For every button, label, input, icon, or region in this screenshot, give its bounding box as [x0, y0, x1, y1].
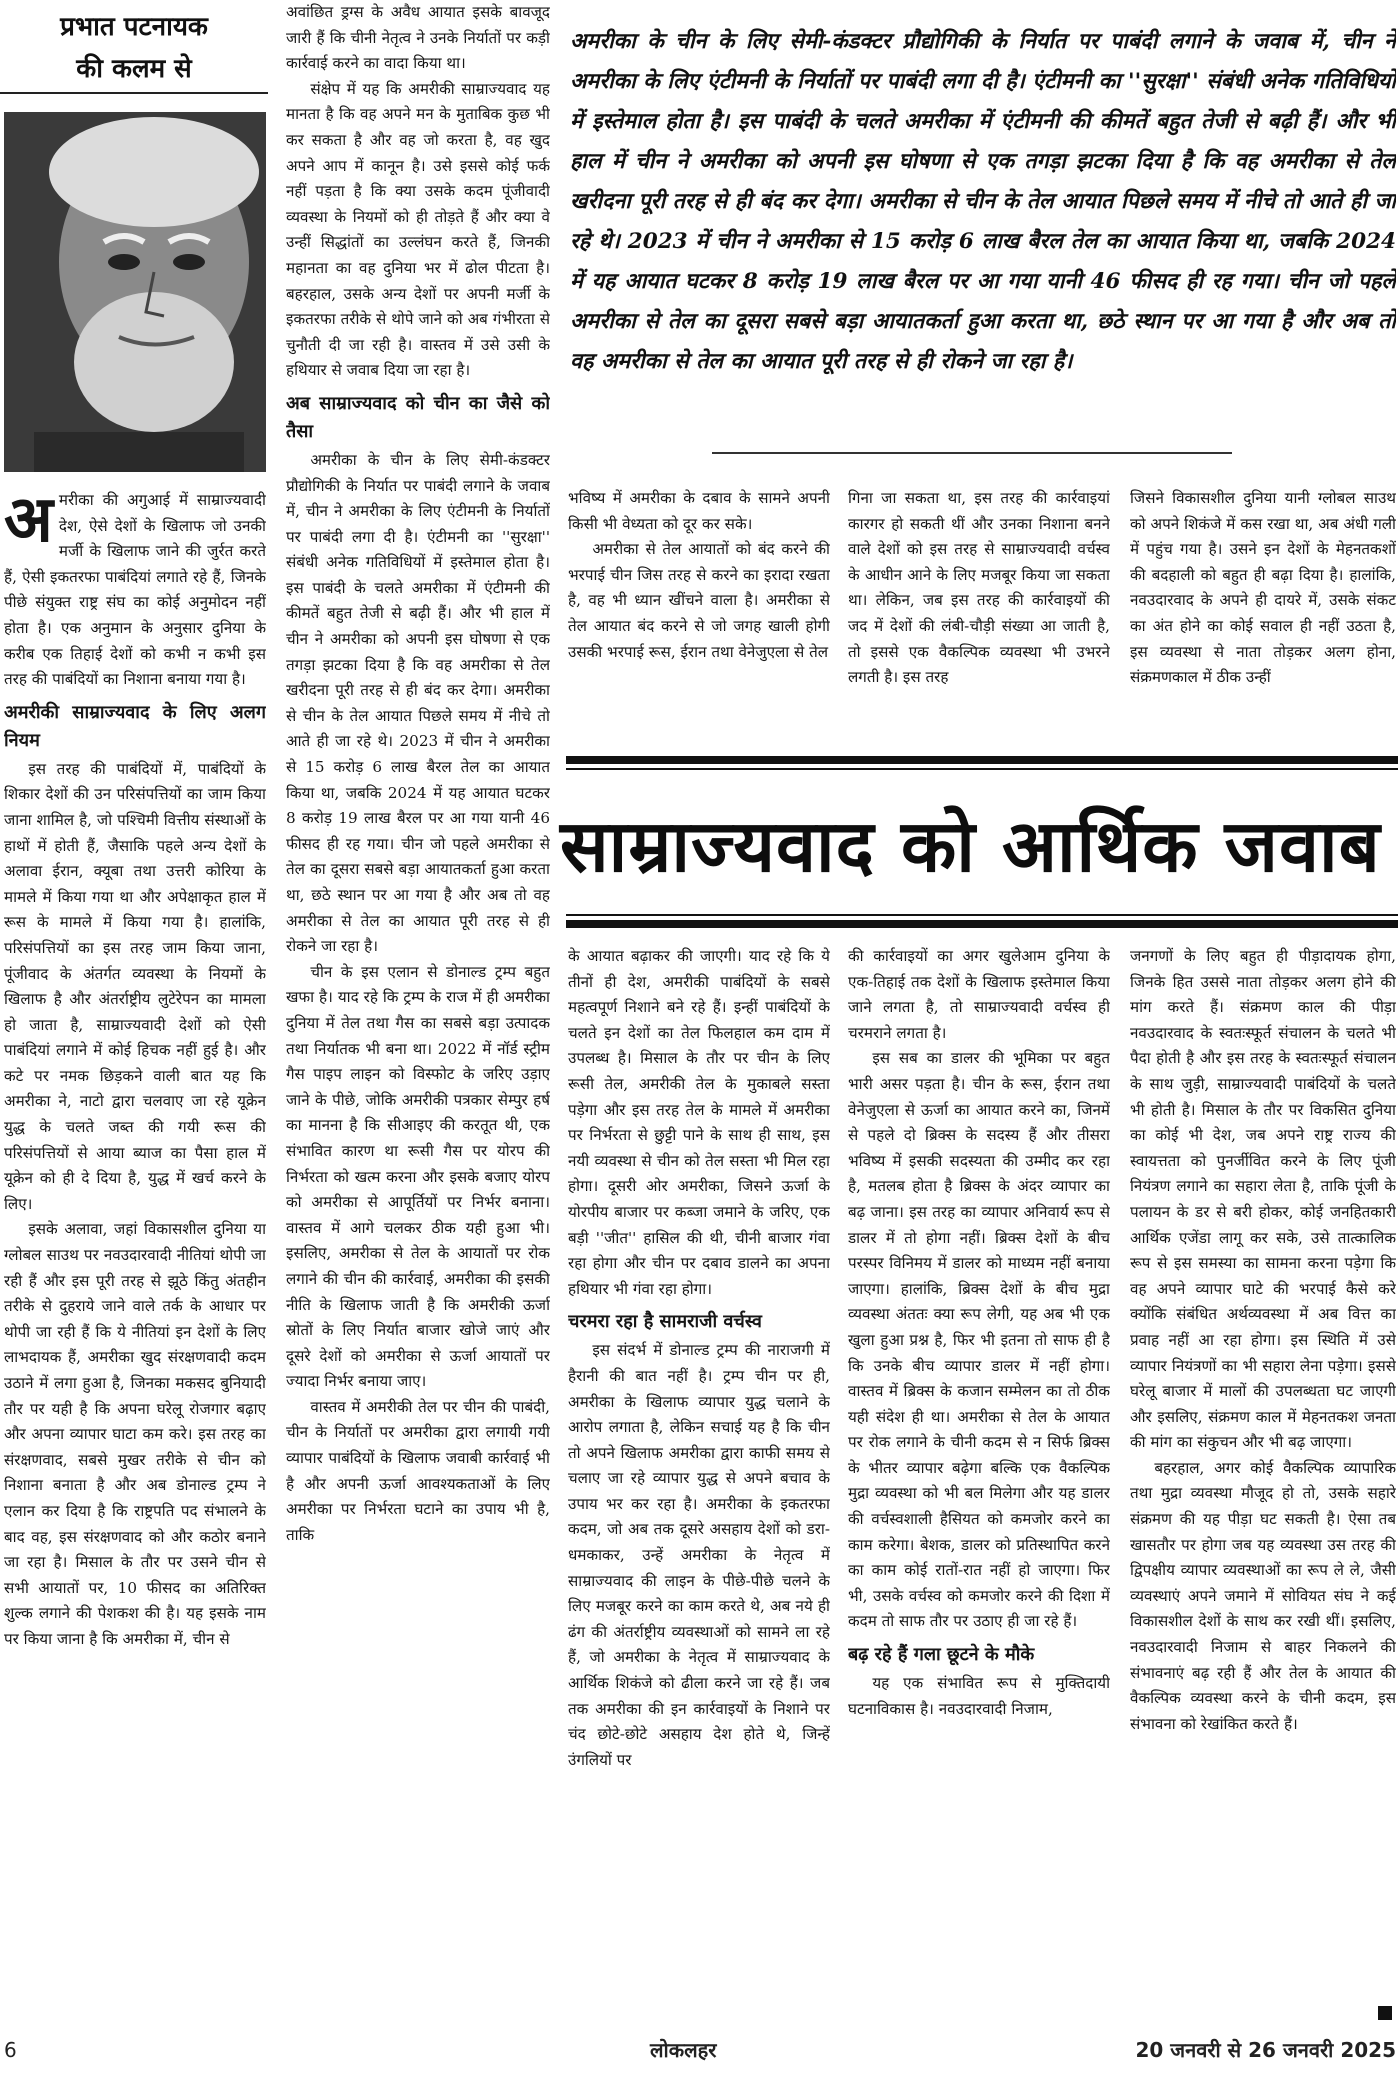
- lower-col1-paragraph-2: इस संदर्भ में डोनाल्ड ट्रम्प की नाराजगी में हैरानी की बात नहीं है। ट्रम्प चीन पर ही, अमरीका के खिलाफ व्यापार युद्ध चलाने के आरोप लगाता है, लेकिन सचाई यह है कि चीन तो अपने खिलाफ अमरीका द्वारा काफी समय से चलाए जा रहे व्यापार युद्ध से अपने बचाव के उपाय भर कर रहा है। अमरीका के इकतरफा कदम, जो अब तक दूसरे असहाय देशों को डरा-धमकाकर, उन्हें अमरीका के नेतृत्व में साम्राज्यवाद की लाइन के पीछे-पीछे चलने के लिए मजबूर करने का काम करते थे, अब नये ही ढंग की अंतर्राष्ट्रीय व्यवस्थाओं को सामने ला रहे हैं, जो अमरीका के नेतृत्व में साम्राज्यवाद के आर्थिक शिकंजे को ढीला करने जा रहे हैं। जब तक अमरीका की इन कार्रवाइयों के निशाने पर चंद छोटे-छोटे असहाय देश होते थे, जिन्हें उंगलियों पर: [568, 1341, 830, 1769]
- headline-rule-top-thin: [566, 768, 1398, 770]
- lower-column-2: [848, 944, 1110, 2028]
- issue-date: 20 जनवरी से 26 जनवरी 2025: [1135, 2038, 1396, 2062]
- headline: साम्राज्यवाद को आर्थिक जवाब: [560, 804, 1381, 888]
- pullquote-rule: [712, 452, 1232, 454]
- byline-rule: [0, 92, 268, 94]
- col2-paragraph-3: अमरीका के चीन के लिए सेमी-कंडक्टर प्रौद्योगिकी के निर्यात पर पाबंदी लगाने के जवाब में, चीन ने अमरीका के लिए एंटीमनी के निर्यातों पर पाबंदी लगा दी है। एंटीमनी का ''सुरक्षा'' संबंधी अनेक गतिविधियों में इस्तेमाल होता है। इस पाबंदी के चलते अमरीका में एंटीमनी की कीमतें बहुत तेजी से बढ़ी हैं। और भी हाल में चीन ने अमरीका को अपनी इस घोषणा से एक तगड़ा झटका दिया है कि वह अमरीका से तेल खरीदना पूरी तरह से ही बंद कर देगा। अमरीका से चीन के तेल आयात पिछले समय में नीचे तो आते ही जा रहे थे। 2023 में चीन ने अमरीका से 15 करोड़ 6 लाख बैरल तेल का आयात किया था, जबकि 2024 में यह आयात घटकर 8 करोड़ 19 लाख बैरल पर आ गया यानी 46 फीसद ही रह गया। चीन जो पहले अमरीका से तेल का दूसरा सबसे बड़ा आयातकर्ता हुआ करता था, छठे स्थान पर आ गया है और अब तो वह अमरीका से तेल का आयात पूरी तरह से ही रोकने जा रहा है।: [286, 450, 550, 956]
- upper-column-3: [1130, 486, 1396, 740]
- col1-subheading-1: अमरीकी साम्राज्यवाद के लिए अलग नियम: [4, 701, 266, 751]
- byline-subtitle: की कलम से: [76, 54, 192, 84]
- article-column-1: [4, 488, 266, 2028]
- publication-name: लोकलहर: [650, 2038, 717, 2062]
- col2-paragraph-1: अवांछित ड्रग्स के अवैध आयात इसके बावजूद जारी हैं कि चीनी नेतृत्व ने उनके निर्यातों पर कड़ी कार्रवाई करने का वादा किया था।: [286, 3, 550, 73]
- byline-author: प्रभात पटनायक: [60, 12, 208, 42]
- col2-paragraph-2: संक्षेप में यह कि अमरीकी साम्राज्यवाद यह मानता है कि वह अपने मन के मुताबिक कुछ भी कर सकता है और वह जो करता है, वह खुद अपने आप में कानून है। उसे इससे कोई फर्क नहीं पड़ता है कि क्या उसके कदम पूंजीवादी व्यवस्था के नियमों को ही तोड़ते हैं और क्या वे उन्हीं सिद्धांतों का उल्लंघन करते हैं, जिनकी महानता का वह दुनिया भर में ढोल पीटता है। बहरहाल, उसके अन्य देशों पर अपनी मर्जी के इकतरफा तरीके से थोपे जाने को अब गंभीरता से चुनौती दी जा रही है। वास्तव में उसे उसी के हथियार से जवाब दिया जा रहा है।: [286, 79, 550, 380]
- lower-col3-paragraph-1: जनगणों के लिए बहुत ही पीड़ादायक होगा, जिनके हित उससे नाता तोड़कर अलग होने की मांग करते हैं। संक्रमण काल की पीड़ा नवउदारवाद के स्वतःस्फूर्त संचालन के चलते भी पैदा होती है और इस तरह के स्वतःस्फूर्त संचालन के साथ जुड़ी, साम्राज्यवादी पाबंदियों के चलते भी होती है। मिसाल के तौर पर विकसित दुनिया का कोई भी देश, जब अपने राष्ट्र राज्य की स्वायत्तता को पुनर्जीवित करने के लिए पूंजी नियंत्रण लगाने का सहारा लेता है, ताकि पूंजी के पलायन के डर से बरी होकर, कोई जनहितकारी आर्थिक एजेंडा लागू कर सके, उसे तात्कालिक रूप से इस समस्या का सामना करना पड़ेगा कि वह अपने व्यापार घाटे की भरपाई कैसे करे क्योंकि संबंधित अर्थव्यवस्था में अब वित्त का प्रवाह नहीं आ रहा होगा। इस स्थिति में उसे व्यापार नियंत्रणों का भी सहारा लेना पड़ेगा। इससे घरेलू बाजार में मालों की उपलब्धता घट जाएगी और इसलिए, संक्रमण काल में मेहनतकश जनता की मांग का संकुचन और भी बढ़ जाएगा।: [1130, 947, 1396, 1452]
- col1-paragraph-3: इसके अलावा, जहां विकासशील दुनिया या ग्लोबल साउथ पर नवउदारवादी नीतियां थोपी जा रही हैं और इस पूरी तरह से झूठे किंतु अंतहीन तरीके से दुहराये जाने वाले तर्क के आधार पर थोपी जा रही हैं कि ये नीतियां इन देशों के लिए लाभदायक हैं, अमरीका खुद संरक्षणवादी कदम उठाने में लगा हुआ है, जिनका मकसद बुनियादी तौर पर यही है कि अपना घरेलू रोजगार बढ़ाए और अपना व्यापार घाटा कम करे। इस तरह का संरक्षणवाद, सबसे मुखर तरीके से चीन को निशाना बनाता है और अब डोनाल्ड ट्रम्प ने एलान कर दिया है कि राष्ट्रपति पद संभालने के बाद वह, इस संरक्षणवाद को और कठोर बनाने जा रहा है। मिसाल के तौर पर उसने चीन से सभी आयातों पर, 10 फीसद का अतिरिक्त शुल्क लगाने की पेशकश की है। यह इसके नाम पर किया जाना है कि अमरीका में, चीन से: [4, 1220, 266, 1648]
- upper-col1-paragraph-1: भविष्य में अमरीका के दबाव के सामने अपनी किसी भी वेध्यता को दूर कर सके।: [568, 489, 830, 533]
- lower-col2-paragraph-3: यह एक संभावित रूप से मुक्तिदायी घटनाविकास है। नवउदारवादी निजाम,: [848, 1674, 1110, 1718]
- headline-rule-bottom-thick: [566, 920, 1398, 928]
- headline-rule-bottom-thin: [566, 914, 1398, 916]
- lower-col1-subheading: चरमरा रहा है सामराजी वर्चस्व: [568, 1311, 762, 1333]
- lower-col2-paragraph-1: की कार्रवाइयों का अगर खुलेआम दुनिया के एक-तिहाई तक देशों के खिलाफ इस्तेमाल किया जाने लगता है, तो साम्राज्यवादी वर्चस्व ही चरमराने लगता है।: [848, 947, 1110, 1042]
- lower-column-3: [1130, 944, 1396, 2028]
- lead-pullquote: अमरीका के चीन के लिए सेमी-कंडक्टर प्रौद्योगिकी के निर्यात पर पाबंदी लगाने के जवाब में, चीन ने अमरीका के लिए एंटीमनी के निर्यातों पर पाबंदी लगा दी है। एंटीमनी का ''सुरक्षा'' संबंधी अनेक गतिविधियों में इस्तेमाल होता है। इस पाबंदी के चलते अमरीका में एंटीमनी की कीमतें बहुत तेजी से बढ़ी हैं। और भी हाल में चीन ने अमरीका को अपनी इस घोषणा से एक तगड़ा झटका दिया है कि वह अमरीका से तेल खरीदना पूरी तरह से ही बंद कर देगा। अमरीका से चीन के तेल आयात पिछले समय में नीचे तो आते ही जा रहे थे। 2023 में चीन ने अमरीका से 15 करोड़ 6 लाख बैरल तेल का आयात किया था, जबकि 2024 में यह आयात घटकर 8 करोड़ 19 लाख बैरल पर आ गया यानी 46 फीसद ही रह गया। चीन जो पहले अमरीका से तेल का दूसरा सबसे बड़ा आयातकर्ता हुआ करता था, छठे स्थान पर आ गया है और अब तो वह अमरीका से तेल का आयात पूरी तरह से ही रोकने जा रहा है।: [570, 29, 1396, 374]
- upper-column-2: [848, 486, 1110, 740]
- col1-paragraph-2: इस तरह की पाबंदियों में, पाबंदियों के शिकार देशों की उन परिसंपत्तियों का जाम किया जाना शामिल है, जो पश्चिमी वित्तीय संस्थाओं के हाथों में होती हैं, जैसाकि पहले अन्य देशों के अलावा ईरान, क्यूबा तथा उत्तरी कोरिया के मामले में किया गया था और अपेक्षाकृत हाल में रूस के मामले में किया गया है। हालांकि, परिसंपत्तियों का इस तरह जाम किया जाना, पूंजीवाद के अंतर्गत व्यवस्था के नियमों के खिलाफ है और अंतर्राष्ट्रीय लुटेरेपन का मामला हो जाता है, साम्राज्यवादी देशों को ऐसी पाबंदियां लगाने में कोई हिचक नहीं हुई है। और कटे पर नमक छिड़कने वाली बात यह कि अमरीका ने, नाटो द्वारा चलवाए जा रहे यूक्रेन युद्ध के चलते जब्त की गयी रूस की परिसंपत्तियों से आया ब्याज का पैसा हाल में यूक्रेन को ही दे दिया है, युद्ध में खर्च करने के लिए।: [4, 759, 266, 1213]
- author-photo: [4, 112, 266, 472]
- lower-col3-paragraph-2: बहरहाल, अगर कोई वैकल्पिक व्यापारिक तथा मुद्रा व्यवस्था मौजूद हो तो, उसके सहारे संक्रमण की यह पीड़ा घट सकती है। ऐसा तब खासतौर पर होगा जब यह व्यवस्था उस तरह की द्विपक्षीय व्यापार व्यवस्थाओं का रूप ले ले, जैसी व्यवस्थाएं अपने जमाने में सोवियत संघ ने कई विकासशील देशों के साथ कर रखी थीं। इसलिए, नवउदारवादी निजाम से बाहर निकलने की संभावनाएं बढ़ रही हैं और तेल के आयात की वैकल्पिक व्यवस्था करने के चीनी कदम, इस संभावना को रेखांकित करते हैं।: [1130, 1458, 1396, 1733]
- lower-col1-paragraph-1: के आयात बढ़ाकर की जाएगी। याद रहे कि ये तीनों ही देश, अमरीकी पाबंदियों के सबसे महत्वपूर्ण निशाने बने रहे हैं। इन्हीं पाबंदियों के चलते इन देशों का तेल फिलहाल कम दाम में उपलब्ध है। मिसाल के तौर पर चीन के लिए रूसी तेल, अमरीकी तेल के मुकाबले सस्ता पड़ेगा और इस तरह तेल के मामले में अमरीका पर निर्भरता से छुट्टी पाने के साथ ही साथ, इस नयी व्यवस्था से चीन को तेल सस्ता भी मिल रहा होगा। दूसरी ओर अमरीका, जिसने ऊर्जा के योरपीय बाजार पर कब्जा जमाने के जरिए, एक बड़ी ''जीत'' हासिल की थी, चीनी बाजार गंवा रहा होगा और चीन पर दबाव डालने का अपना हथियार भी गंवा रहा होगा।: [568, 947, 830, 1298]
- article-end-mark: [1378, 2006, 1392, 2020]
- upper-col1-paragraph-2: अमरीका से तेल आयातों को बंद करने की भरपाई चीन जिस तरह से करने का इरादा रखता है, वह भी ध्यान खींचने वाला है। अमरीका से तेल आयात बंद करने से जो जगह खाली होगी उसकी भरपाई रूस, ईरान तथा वेनेजुएला से तेल: [568, 540, 830, 661]
- lower-column-1: [568, 944, 830, 2028]
- upper-col2-paragraph: गिना जा सकता था, इस तरह की कार्रवाइयां कारगर हो सकती थीं और उनका निशाना बनने वाले देशों को इस तरह से साम्राज्यवादी वर्चस्व के आधीन आने के लिए मजबूर किया जा सकता था। लेकिन, जब इस तरह की कार्रवाइयों की जद में देशों की लंबी-चौड़ी संख्या आ जाती है, तो इससे एक वैकल्पिक व्यवस्था भी उभरने लगती है। इस तरह: [848, 489, 1110, 687]
- lower-col2-subheading: बढ़ रहे हैं गला छूटने के मौके: [848, 1644, 1035, 1666]
- author-portrait-image: [4, 112, 266, 472]
- upper-col3-paragraph: जिसने विकासशील दुनिया यानी ग्लोबल साउथ को अपने शिकंजे में कस रखा था, अब अंधी गली में पहुंच गया है। उसने इन देशों के मेहनतकशों की बदहाली को बहुत ही बढ़ा दिया है। हालांकि, नवउदारवाद के अपने ही दायरे में, उसके संकट का अंत होने का कोई सवाल ही नहीं उठता है, इस व्यवस्था से नाता तोड़कर अलग होना, संक्रमणकाल में ठीक उन्हीं: [1130, 489, 1396, 687]
- lower-col2-paragraph-2: इस सब का डालर की भूमिका पर बहुत भारी असर पड़ता है। चीन के रूस, ईरान तथा वेनेजुएला से ऊर्जा का आयात करने का, जिनमें से पहले दो ब्रिक्स के सदस्य हैं और तीसरा भविष्य में इसकी सदस्यता की उम्मीद कर रहा है, मतलब होता है ब्रिक्स के अंदर व्यापार का बढ़ जाना। इस तरह का व्यापार अनिवार्य रूप से डालर में तो होगा नहीं। ब्रिक्स देशों के बीच परस्पर विनिमय में डालर को माध्यम नहीं बनाया जाएगा। हालांकि, ब्रिक्स देशों के बीच मुद्रा व्यवस्था अंततः क्या रूप लेगी, यह अब भी एक खुला हुआ प्रश्न है, फिर भी इतना तो साफ ही है कि उनके बीच व्यापार डालर में नहीं होगा। वास्तव में ब्रिक्स के कजान सम्मेलन का तो ठीक यही संदेश ही था। अमरीका से तेल के आयात पर रोक लगाने के चीनी कदम से न सिर्फ ब्रिक्स के भीतर व्यापार बढ़ेगा बल्कि एक वैकल्पिक मुद्रा व्यवस्था को भी बल मिलेगा और यह डालर की वर्चस्वशाली हैसियत को कमजोर करने का काम करेगा। बेशक, डालर को प्रतिस्थापित करने का काम कोई रातों-रात नहीं हो जाएगा। फिर भी, उसके वर्चस्व को कमजोर करने की दिशा में कदम तो साफ तौर पर उठाए ही जा रहे हैं।: [848, 1049, 1110, 1631]
- drop-cap: अ: [4, 488, 53, 557]
- col2-subheading-1: अब साम्राज्यवाद को चीन का जैसे को तैसा: [286, 392, 550, 442]
- col1-paragraph-1: मरीका की अगुआई में साम्राज्यवादी देश, ऐसे देशों के खिलाफ जो उनकी मर्जी के खिलाफ जाने की जुर्रत करते हैं, ऐसी इकतरफा पाबंदियां लगाते रहे हैं, जिनके पीछे संयुक्त राष्ट्र संघ का कोई अनुमोदन नहीं होता है। एक अनुमान के अनुसार दुनिया के करीब एक तिहाई देशों को कभी न कभी इस तरह की पाबंदियों का निशाना बनाया गया है।: [4, 491, 266, 689]
- headline-rule-top-thick: [566, 756, 1398, 764]
- page-number: 6: [4, 2038, 17, 2062]
- byline: [0, 6, 268, 92]
- article-column-2: [286, 0, 550, 2028]
- upper-column-1: [568, 486, 830, 740]
- col2-paragraph-5: वास्तव में अमरीकी तेल पर चीन की पाबंदी, चीन के निर्यातों पर अमरीका द्वारा लगायी गयी व्यापार पाबंदियों के खिलाफ जवाबी कार्रवाई भी है और अपनी ऊर्जा आवश्यकताओं के लिए अमरीका पर निर्भरता घटाने का उपाय भी है, ताकि: [286, 1397, 550, 1544]
- col2-paragraph-4: चीन के इस एलान से डोनाल्ड ट्रम्प बहुत खफा है। याद रहे कि ट्रम्प के राज में ही अमरीका दुनिया में तेल तथा गैस का सबसे बड़ा उत्पादक तथा निर्यातक भी बना था। 2022 में नॉर्ड स्ट्रीम गैस पाइप लाइन को विस्फोट के जरिए उड़ाए जाने के पीछे, जोकि अमरीकी पत्रकार सेम्पुर हर्ष का मानना है कि सीआइए की करतूत थी, एक संभावित कारण था रूसी गैस पर योरप की निर्भरता को खत्म करना और इसके बजाए योरप को अमरीका से आपूर्तियों पर निर्भर बनाना। वास्तव में आगे चलकर ठीक यही हुआ भी। इसलिए, अमरीका से तेल के आयातों पर रोक लगाने की चीन की कार्रवाई, अमरीका की इसकी नीति के खिलाफ जाती है कि अमरीकी ऊर्जा स्रोतों के लिए निर्यात बाजार खोजे जाएं और दूसरे देशों को अमरीका से ऊर्जा आयातों पर ज्यादा निर्भर बनाया जाए।: [286, 962, 550, 1391]
